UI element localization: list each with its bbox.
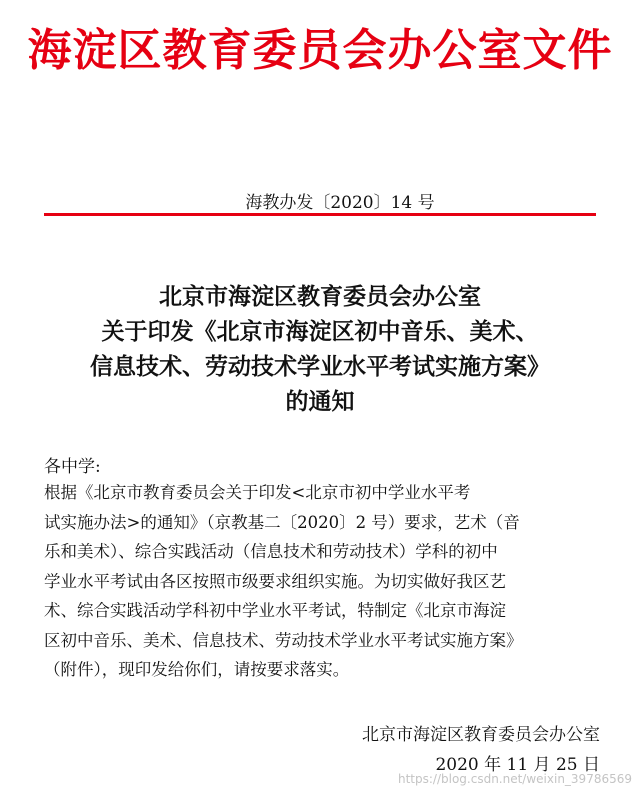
body-line: 乐和美术）、综合实践活动（信息技术和劳动技术）学科的初中 xyxy=(44,542,498,561)
signature-block xyxy=(300,720,600,780)
body-line: 试实施办法>的通知》（京教基二〔2020〕2 号）要求，艺术（音 xyxy=(44,512,520,532)
body-line: 区初中音乐、美术、信息技术、劳动技术学业水平考试实施方案》 xyxy=(44,630,523,650)
title-line: 北京市海淀区教育委员会办公室 xyxy=(159,284,481,310)
body-line: 学业水平考试由各区按照市级要求组织实施。为切实做好我区艺 xyxy=(44,571,506,591)
title-line: 信息技术、劳动技术学业水平考试实施方案》 xyxy=(90,354,550,380)
signature-date: 2020 年 11 月 25 日 xyxy=(435,755,600,775)
watermark: https://blog.csdn.net/weixin_39786569 xyxy=(397,772,632,786)
signature-org: 北京市海淀区教育委员会办公室 xyxy=(362,725,600,745)
salutation: 各中学: xyxy=(44,457,101,477)
title-line: 的通知 xyxy=(285,389,355,415)
notice-title xyxy=(30,280,610,420)
masthead-title: 海淀区教育委员会办公室文件 xyxy=(27,25,613,76)
body-line: 根据《北京市教育委员会关于印发<北京市初中学业水平考 xyxy=(44,483,471,502)
body-line: （附件），现印发给你们，请按要求落实。 xyxy=(44,660,350,679)
title-line: 关于印发《北京市海淀区初中音乐、美术、 xyxy=(101,319,539,345)
body-text xyxy=(44,478,604,685)
red-divider-line xyxy=(44,213,596,216)
body-line: 术、综合实践活动学科初中学业水平考试，特制定《北京市海淀 xyxy=(44,601,506,620)
document-number: 海教办发〔2020〕14 号 xyxy=(245,193,435,213)
